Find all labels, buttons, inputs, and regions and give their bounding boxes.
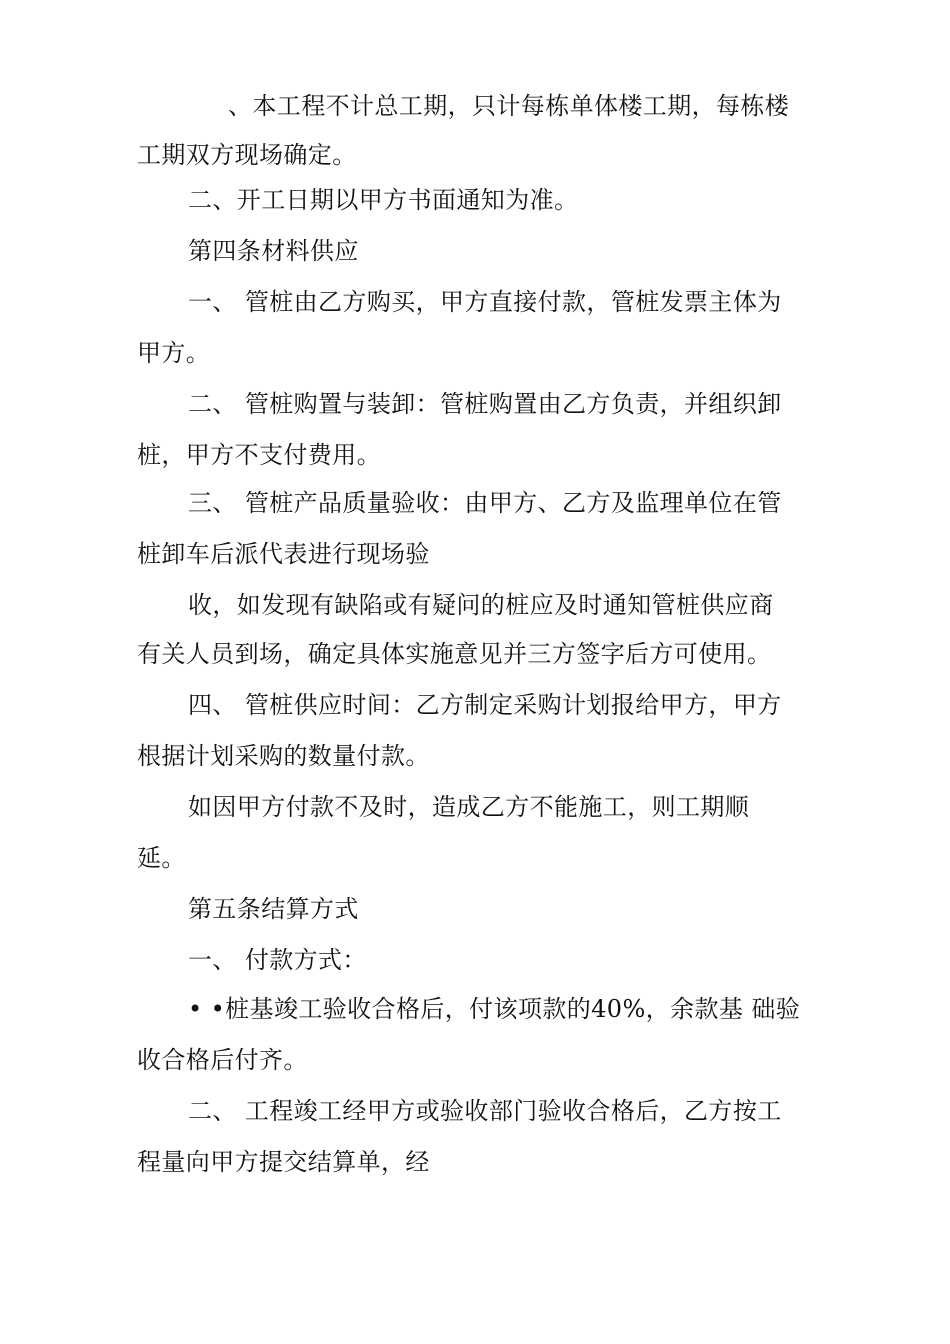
- section-heading: 第四条材料供应: [188, 237, 359, 265]
- paragraph-line: 工期双方现场确定。: [137, 141, 357, 169]
- paragraph-line: 桩卸车后派代表进行现场验: [137, 540, 430, 568]
- paragraph-line: 收，如发现有缺陷或有疑问的桩应及时通知管桩供应商: [188, 591, 774, 619]
- paragraph-line: 一、 付款方式：: [188, 946, 367, 974]
- paragraph-line: 、本工程不计总工期，只计每栋单体楼工期，每栋楼: [228, 92, 790, 120]
- paragraph-line: 三、 管桩产品质量验收：由甲方、乙方及监理单位在管: [188, 489, 782, 517]
- paragraph-line: 程量向甲方提交结算单，经: [137, 1148, 430, 1176]
- paragraph-line: 根据计划采购的数量付款。: [137, 742, 430, 770]
- paragraph-line: 四、 管桩供应时间：乙方制定采购计划报给甲方，甲方: [188, 691, 782, 719]
- paragraph-line: 延。: [137, 844, 186, 872]
- paragraph-line: 二、 工程竣工经甲方或验收部门验收合格后，乙方按工: [188, 1097, 782, 1125]
- paragraph-line: 如因甲方付款不及时，造成乙方不能施工，则工期顺: [188, 793, 750, 821]
- paragraph-line: 甲方。: [137, 339, 211, 367]
- paragraph-line: 桩，甲方不支付费用。: [137, 441, 381, 469]
- paragraph-line: 二、 管桩购置与装卸：管桩购置由乙方负责，并组织卸: [188, 390, 782, 418]
- paragraph-line: 二、开工日期以甲方书面通知为准。: [188, 186, 579, 214]
- paragraph-line: 收合格后付齐。: [137, 1046, 308, 1074]
- paragraph-line: 一、 管桩由乙方购买，甲方直接付款，管桩发票主体为: [188, 288, 782, 316]
- paragraph-line: 有关人员到场，确定具体实施意见并三方签字后方可使用。: [137, 640, 772, 668]
- paragraph-line: • •桩基竣工验收合格后，付该项款的40%，余款基 础验: [188, 995, 801, 1023]
- section-heading: 第五条结算方式: [188, 895, 359, 923]
